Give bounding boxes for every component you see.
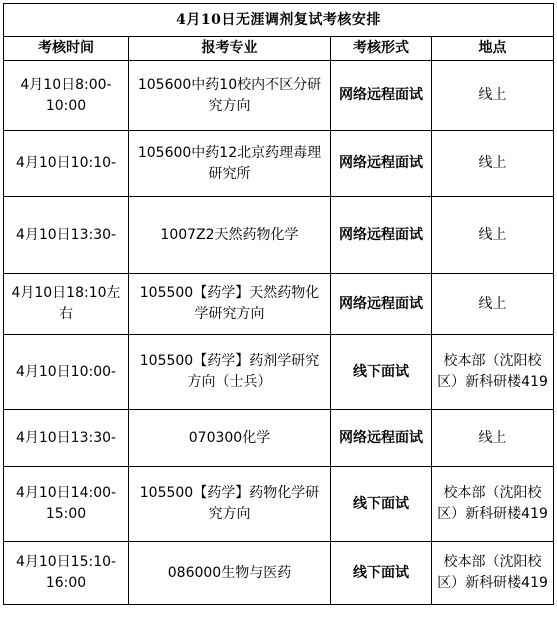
cell-form: 网络远程面试 (331, 410, 432, 467)
cell-form: 线下面试 (331, 467, 432, 542)
title-row (4, 4, 554, 37)
table-row (4, 467, 554, 542)
table-row (4, 61, 554, 131)
cell-major: 105500【药学】药剂学研究方向（士兵） (129, 335, 331, 410)
cell-time: 4月10日13:30- (4, 410, 129, 467)
schedule-table (3, 3, 554, 605)
cell-form: 线下面试 (331, 335, 432, 410)
cell-form: 网络远程面试 (331, 197, 432, 274)
cell-major: 086000生物与医药 (129, 542, 331, 605)
table-row (4, 197, 554, 274)
table-row (4, 335, 554, 410)
cell-time: 4月10日14:00-15:00 (4, 467, 129, 542)
cell-place: 线上 (432, 131, 554, 197)
cell-place: 线上 (432, 61, 554, 131)
header-time: 考核时间 (4, 37, 129, 61)
cell-form: 网络远程面试 (331, 131, 432, 197)
cell-major: 070300化学 (129, 410, 331, 467)
cell-form: 网络远程面试 (331, 61, 432, 131)
header-form: 考核形式 (331, 37, 432, 61)
cell-time: 4月10日8:00-10:00 (4, 61, 129, 131)
table-row (4, 131, 554, 197)
cell-time: 4月10日13:30- (4, 197, 129, 274)
cell-place: 校本部（沈阳校区）新科研楼419 (432, 335, 554, 410)
cell-place: 线上 (432, 274, 554, 335)
cell-time: 4月10日10:00- (4, 335, 129, 410)
cell-time: 4月10日18:10左右 (4, 274, 129, 335)
cell-form: 网络远程面试 (331, 274, 432, 335)
table-title: 4月10日无涯调剂复试考核安排 (4, 4, 554, 37)
cell-place: 校本部（沈阳校区）新科研楼419 (432, 542, 554, 605)
cell-place: 线上 (432, 197, 554, 274)
header-row (4, 37, 554, 61)
cell-time: 4月10日15:10-16:00 (4, 542, 129, 605)
header-place: 地点 (432, 37, 554, 61)
cell-major: 105500【药学】天然药物化学研究方向 (129, 274, 331, 335)
cell-form: 线下面试 (331, 542, 432, 605)
cell-major: 105600中药12北京药理毒理研究所 (129, 131, 331, 197)
header-major: 报考专业 (129, 37, 331, 61)
table-row (4, 410, 554, 467)
cell-time: 4月10日10:10- (4, 131, 129, 197)
cell-major: 1007Z2天然药物化学 (129, 197, 331, 274)
cell-major: 105500【药学】药物化学研究方向 (129, 467, 331, 542)
cell-place: 线上 (432, 410, 554, 467)
table-row (4, 274, 554, 335)
cell-place: 校本部（沈阳校区）新科研楼419 (432, 467, 554, 542)
table-row (4, 542, 554, 605)
cell-major: 105600中药10校内不区分研究方向 (129, 61, 331, 131)
